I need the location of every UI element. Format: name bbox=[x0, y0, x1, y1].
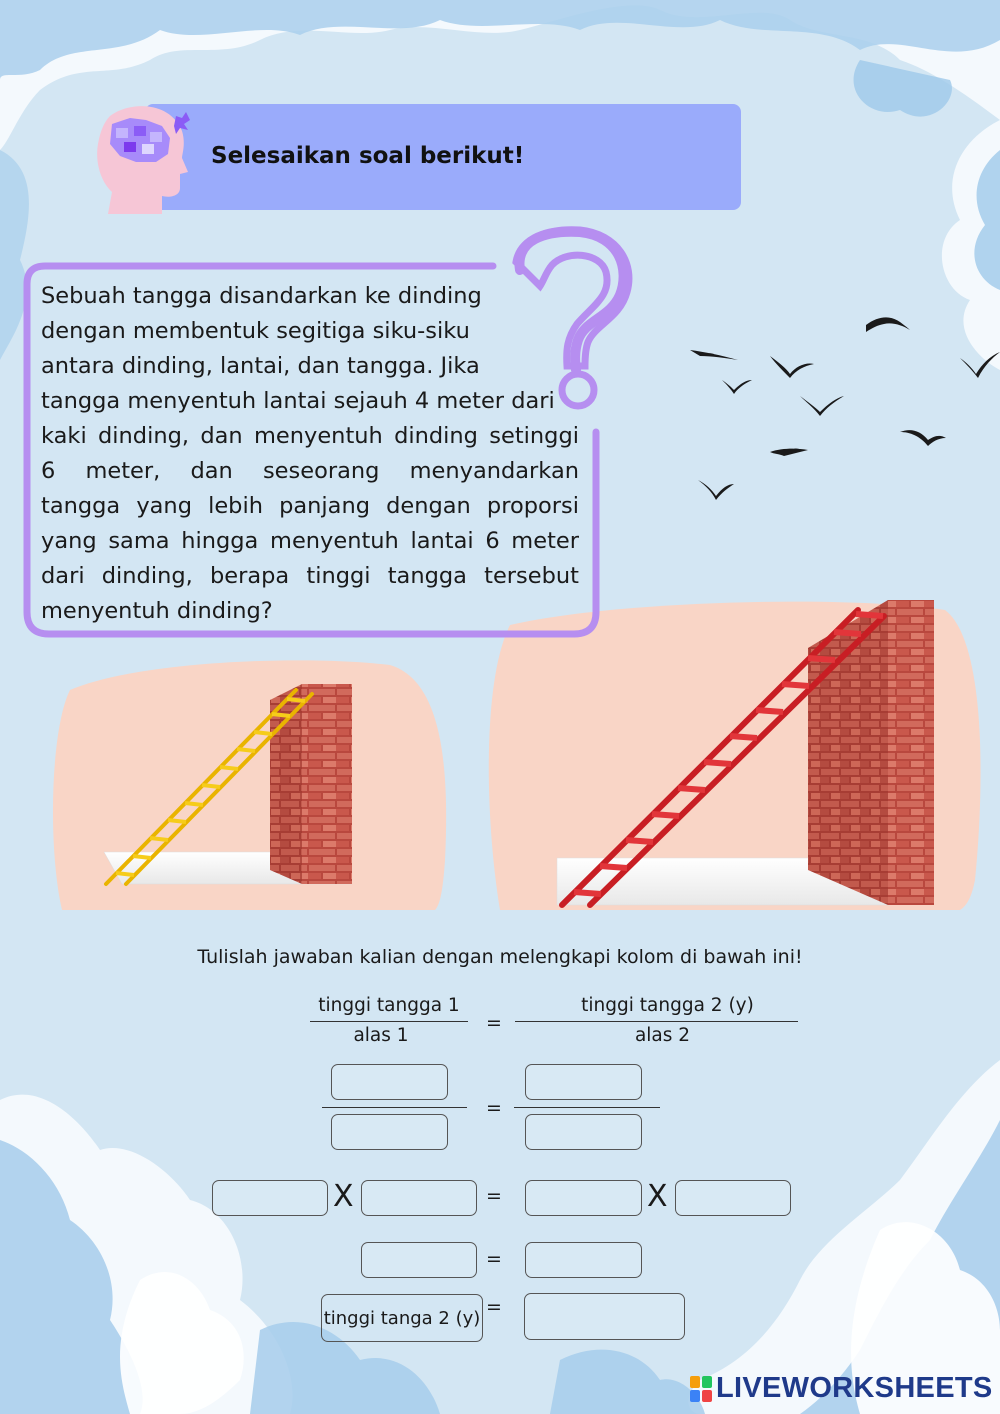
cross-right-a-input[interactable] bbox=[525, 1180, 642, 1216]
final-answer-label: tinggi tanga 2 (y) bbox=[321, 1294, 483, 1342]
problem-line: yang sama hingga menyentuh lantai 6 meter bbox=[41, 528, 579, 554]
cross-right-b-input[interactable] bbox=[675, 1180, 791, 1216]
page-title: Selesaikan soal berikut! bbox=[211, 143, 525, 169]
cross-left-a-input[interactable] bbox=[212, 1180, 328, 1216]
right-numerator-label: tinggi tangga 2 (y) bbox=[581, 995, 754, 1016]
cross-left-b-input[interactable] bbox=[361, 1180, 477, 1216]
left-denominator-label: alas 1 bbox=[353, 1025, 409, 1046]
equals-sign: = bbox=[486, 1097, 502, 1119]
product-right-input[interactable] bbox=[525, 1242, 642, 1278]
problem-statement bbox=[41, 279, 579, 629]
fraction-bar bbox=[310, 1021, 468, 1022]
problem-line: dari dinding, berapa tinggi tangga tersebut bbox=[41, 563, 579, 589]
birds bbox=[690, 317, 1000, 500]
right-denominator-input[interactable] bbox=[525, 1114, 642, 1150]
problem-line: tangga menyentuh lantai sejauh 4 meter dari bbox=[41, 388, 555, 414]
problem-line: 6 meter, dan seseorang menyandarkan bbox=[41, 458, 579, 484]
equals-sign: = bbox=[486, 1248, 502, 1270]
problem-line: menyentuh dinding? bbox=[41, 598, 273, 624]
fraction-bar bbox=[515, 1021, 798, 1022]
equals-sign: = bbox=[486, 1012, 502, 1034]
fraction-bar bbox=[322, 1107, 467, 1108]
problem-line: dengan membentuk segitiga siku-siku bbox=[41, 318, 470, 344]
left-denominator-input[interactable] bbox=[331, 1114, 448, 1150]
problem-line: antara dinding, lantai, dan tangga. Jika bbox=[41, 353, 480, 379]
brand-name: LIVEWORKSHEETS bbox=[716, 1372, 993, 1404]
instruction-text: Tulislah jawaban kalian dengan melengkapi kolom di bawah ini! bbox=[197, 946, 803, 968]
problem-line: Sebuah tangga disandarkan ke dinding bbox=[41, 283, 482, 309]
right-numerator-input[interactable] bbox=[525, 1064, 642, 1100]
brand-watermark bbox=[690, 1372, 993, 1405]
problem-line: kaki dinding, dan menyentuh dinding setinggi bbox=[41, 423, 579, 449]
left-numerator-input[interactable] bbox=[331, 1064, 448, 1100]
right-denominator-label: alas 2 bbox=[634, 1025, 691, 1046]
brain-puzzle-icon bbox=[90, 96, 195, 216]
left-numerator-label: tinggi tangga 1 bbox=[318, 995, 460, 1016]
problem-line: tangga yang lebih panjang dengan proporsi bbox=[41, 493, 579, 519]
multiply-sign: X bbox=[647, 1179, 668, 1214]
final-answer-input[interactable] bbox=[524, 1293, 685, 1340]
multiply-sign: X bbox=[333, 1179, 354, 1214]
product-left-input[interactable] bbox=[361, 1242, 477, 1278]
equals-sign: = bbox=[486, 1296, 502, 1318]
fraction-bar bbox=[514, 1107, 660, 1108]
equals-sign: = bbox=[486, 1185, 502, 1207]
liveworksheets-logo-icon bbox=[690, 1376, 712, 1402]
